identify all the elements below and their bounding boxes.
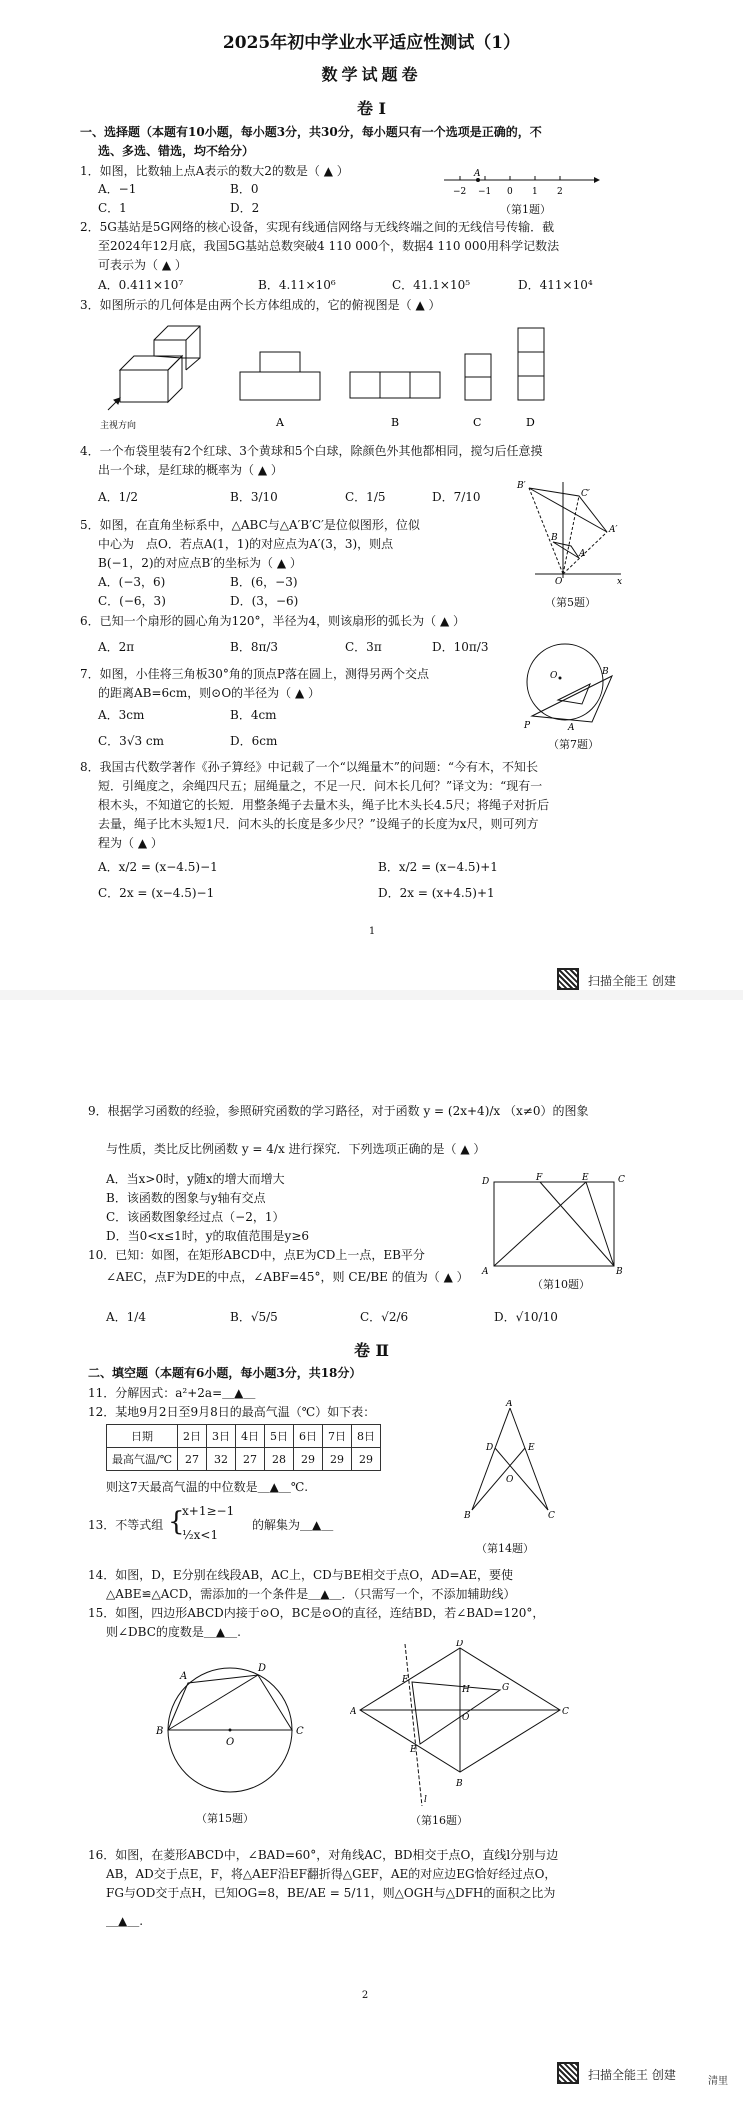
- q8-option-d: D．2x = (x+4.5)+1: [378, 886, 495, 900]
- svg-text:F: F: [402, 1675, 409, 1685]
- q15-inscribed-quadrilateral-figure: [150, 1655, 310, 1805]
- q3-label-c: C: [473, 416, 482, 429]
- q14-stem-line1: 14．如图，D，E分别在线段AB，AC上，CD与BE相交于点O，AD=AE，要使: [88, 1568, 513, 1582]
- q3-view-direction-label: 主视方向: [100, 421, 137, 431]
- q7-option-c: C．3√3 cm: [98, 734, 165, 748]
- q9-stem-line1: 9．根据学习函数的经验，参照研究函数的学习路径，对于函数 y = (2x+4)/x （x≠0）的图象: [88, 1104, 589, 1118]
- q15-caption: （第15题）: [196, 1812, 254, 1825]
- table-row: [107, 1448, 381, 1471]
- qr-code-icon: [557, 2062, 579, 2084]
- point-a-label: A: [474, 169, 481, 179]
- svg-text:C: C: [548, 1511, 555, 1520]
- q8-stem-line5: 程为（ ▲ ）: [98, 836, 163, 850]
- q11-stem: 11．分解因式：a²+2a=＿▲＿: [88, 1386, 256, 1400]
- q2-stem-line1: 2．5G基站是5G网络的核心设备，实现有线通信网络与无线终端之间的无线信号传输．截: [80, 220, 555, 234]
- q12-stem: 12．某地9月2日至9月8日的最高气温（℃）如下表：: [88, 1405, 376, 1419]
- q2-stem-line3: 可表示为（ ▲ ）: [98, 258, 187, 272]
- svg-text:E: E: [410, 1745, 417, 1755]
- q15-stem-line1: 15．如图，四边形ABCD内接于⊙O，BC是⊙O的直径，连结BD，若∠BAD=120°，: [88, 1606, 545, 1620]
- table-cell: 29: [294, 1448, 323, 1471]
- q10-rectangle-figure: [480, 1170, 630, 1280]
- q2-stem-line2: 至2024年12月底，我国5G基站总数突破4 110 000个，数据4 110 000用科学记数法: [98, 239, 560, 253]
- q13-stem-end: 的解集为＿▲＿: [252, 1518, 334, 1532]
- q3-stem: 3．如图所示的几何体是由两个长方体组成的，它的俯视图是（ ▲ ）: [80, 298, 441, 312]
- q4-option-a: A．1/2: [98, 490, 138, 504]
- table-cell: 27: [236, 1448, 265, 1471]
- svg-text:C′: C′: [581, 489, 590, 499]
- qr-code-icon: [557, 968, 579, 990]
- q9-option-d: D．当0<x≤1时，y的取值范围是y≥6: [106, 1229, 310, 1243]
- table-cell: 日期: [107, 1425, 178, 1448]
- q10-stem-line2: ∠AEC，点F为DE的中点，∠ABF=45°，则 CE/BE 的值为（ ▲ ）: [106, 1270, 469, 1284]
- q15-stem-line2: 则∠DBC的度数是＿▲＿.: [106, 1625, 241, 1639]
- q14-triangle-figure: [460, 1400, 560, 1520]
- q8-option-a: A．x/2 = (x−4.5)−1: [98, 860, 218, 874]
- svg-text:A: A: [350, 1707, 357, 1717]
- q7-stem-line1: 7．如图，小佳将三角板30°角的顶点P落在圆上，测得另两个交点: [80, 667, 429, 681]
- q1-option-c: C．1: [98, 201, 127, 215]
- part-1-heading: 卷 Ⅰ: [356, 99, 387, 118]
- svg-text:B: B: [464, 1511, 471, 1520]
- q4-option-d: D．7/10: [432, 490, 481, 504]
- svg-text:F: F: [536, 1173, 543, 1183]
- svg-text:P: P: [524, 721, 531, 731]
- svg-text:D: D: [486, 1443, 494, 1453]
- q1-option-b: B．0: [230, 182, 259, 196]
- brace-icon: {: [168, 1507, 185, 1537]
- q9-option-c: C．该函数图象经过点（−2，1）: [106, 1210, 285, 1224]
- q8-stem-line4: 去量，绳子比木头短1尺．问木头的长度是多少尺？”设绳子的长度为x尺，则可列方: [98, 817, 539, 831]
- q8-stem-line3: 根木头，不知道它的长短．用整条绳子去量木头，绳子比木头长4.5尺；将绳子对折后: [98, 798, 550, 812]
- svg-text:A: A: [482, 1267, 489, 1277]
- tick-label: 2: [557, 187, 563, 197]
- tick-label: 0: [507, 187, 513, 197]
- q13-stem-start: 13．不等式组: [88, 1518, 164, 1532]
- q8-stem-line2: 短．引绳度之，余绳四尺五；屈绳量之，不足一尺．问木长几何？”译文为：“现有一: [98, 779, 543, 793]
- svg-text:B: B: [602, 667, 609, 677]
- exam-page-1: [0, 0, 743, 1000]
- table-cell: 8日: [352, 1425, 381, 1448]
- svg-text:A: A: [579, 549, 586, 559]
- q7-caption: （第7题）: [548, 738, 599, 751]
- table-cell: 6日: [294, 1425, 323, 1448]
- q13-inequality-1: x+1≥−1: [182, 1504, 235, 1518]
- section-1-heading: 一、选择题（本题有10小题，每小题3分，共30分，每小题只有一个选项是正确的，不: [80, 125, 542, 139]
- q10-option-d: D．√10/10: [494, 1310, 558, 1324]
- svg-text:C: C: [296, 1726, 304, 1737]
- table-row: [107, 1425, 381, 1448]
- scanner-watermark: 扫描全能王 创建: [588, 974, 676, 988]
- q6-option-a: A．2π: [98, 640, 135, 654]
- q4-stem-line2: 出一个球，是红球的概率为（ ▲ ）: [98, 463, 283, 477]
- page-number: 2: [361, 1990, 369, 2001]
- svg-text:E: E: [528, 1443, 535, 1453]
- table-cell: 7日: [323, 1425, 352, 1448]
- svg-text:G: G: [502, 1683, 510, 1693]
- q6-option-c: C．3π: [345, 640, 382, 654]
- q3-label-d: D: [526, 416, 535, 429]
- q8-option-c: C．2x = (x−4.5)−1: [98, 886, 215, 900]
- tick-label: −1: [478, 187, 492, 197]
- section-2-heading: 二、填空题（本题有6小题，每小题3分，共18分）: [88, 1366, 362, 1380]
- q7-option-a: A．3cm: [98, 708, 145, 722]
- svg-text:A: A: [568, 723, 575, 732]
- svg-text:x: x: [617, 577, 623, 587]
- svg-text:O: O: [226, 1737, 235, 1748]
- tick-label: 1: [532, 187, 538, 197]
- q12-question: 则这7天最高气温的中位数是＿▲＿℃.: [106, 1480, 309, 1494]
- tick-label: −2: [453, 187, 467, 197]
- svg-text:B: B: [616, 1267, 623, 1277]
- q6-option-d: D．10π/3: [432, 640, 489, 654]
- q8-stem-line1: 8．我国古代数学著作《孙子算经》中记载了一个“以绳量木”的问题：“今有木，不知长: [80, 760, 539, 774]
- svg-text:A: A: [506, 1400, 513, 1409]
- q7-circle-triangle-figure: [520, 640, 620, 732]
- exam-title: 2025年初中学业水平适应性测试（1）: [222, 33, 521, 53]
- table-cell: 32: [207, 1448, 236, 1471]
- q14-stem-line2: △ABE≌△ACD，需添加的一个条件是＿▲＿．（只需写一个，不添加辅助线）: [106, 1587, 516, 1601]
- svg-text:H: H: [462, 1685, 470, 1695]
- svg-text:B: B: [551, 533, 558, 543]
- svg-text:A′: A′: [609, 525, 618, 535]
- q2-option-b: B．4.11×10⁶: [258, 278, 336, 292]
- svg-text:O: O: [550, 671, 558, 681]
- q16-stem-line3: FG与OD交于点H，已知OG=8，BE/AE = 5/11，则△OGH与△DFH的面积之比为: [106, 1886, 556, 1900]
- table-cell: 3日: [207, 1425, 236, 1448]
- q6-option-b: B．8π/3: [230, 640, 279, 654]
- q13-inequality-2: ½x<1: [182, 1528, 219, 1542]
- q9-option-b: B．该函数的图象与y轴有交点: [106, 1191, 266, 1205]
- temperature-table: [106, 1424, 381, 1471]
- part-2-heading: 卷 Ⅱ: [353, 1341, 390, 1360]
- q5-option-b: B．(6，−3): [230, 575, 298, 589]
- q8-option-b: B．x/2 = (x−4.5)+1: [378, 860, 498, 874]
- q16-stem-line2: AB，AD交于点E，F，将△AEF沿EF翻折得△GEF，AE的对应边EG恰好经过点O，: [106, 1867, 557, 1881]
- q5-stem-line1: 5．如图，在直角坐标系中，△ABC与△A′B′C′是位似图形，位似: [80, 518, 420, 532]
- q5-option-a: A．(−3，6): [98, 575, 166, 589]
- q10-stem-line1: 10．已知：如图，在矩形ABCD中，点E为CD上一点，EB平分: [88, 1248, 425, 1262]
- q5-similar-triangles-figure: [515, 478, 625, 588]
- svg-text:C: C: [562, 1707, 569, 1717]
- q4-option-b: B．3/10: [230, 490, 278, 504]
- q2-option-c: C．41.1×10⁵: [392, 278, 471, 292]
- q1-stem: 1．如图，比数轴上点A表示的数大2的数是（ ▲ ）: [80, 164, 349, 178]
- q1-option-d: D．2: [230, 201, 260, 215]
- q1-caption: （第1题）: [500, 203, 551, 216]
- exam-subtitle: 数学试题卷: [321, 65, 422, 84]
- number-line-figure: [440, 168, 600, 200]
- svg-text:O: O: [555, 577, 563, 587]
- q4-stem-line1: 4．一个布袋里装有2个红球、3个黄球和5个白球，除颜色外其他都相同，搅匀后任意摸: [80, 444, 543, 458]
- q3-label-a: A: [276, 416, 284, 429]
- svg-text:A: A: [180, 1671, 188, 1682]
- svg-text:B: B: [456, 1779, 463, 1789]
- table-cell: 4日: [236, 1425, 265, 1448]
- table-cell: 27: [178, 1448, 207, 1471]
- q10-caption: （第10题）: [532, 1278, 590, 1291]
- q7-option-d: D．6cm: [230, 734, 278, 748]
- q1-option-a: A．−1: [98, 182, 137, 196]
- svg-text:O: O: [506, 1475, 514, 1485]
- page-number: 1: [368, 926, 376, 937]
- svg-text:E: E: [582, 1173, 589, 1183]
- corner-mark: 清里: [708, 2076, 728, 2087]
- q16-stem-line1: 16．如图，在菱形ABCD中，∠BAD=60°，对角线AC，BD相交于点O，直线l分别与边: [88, 1848, 559, 1862]
- svg-text:l: l: [424, 1795, 427, 1805]
- q5-stem-line3: B(−1，2)的对应点B′的坐标为（ ▲ ）: [98, 556, 302, 570]
- q16-rhombus-figure: [350, 1640, 580, 1810]
- table-cell: 29: [323, 1448, 352, 1471]
- q9-option-a: A．当x>0时，y随x的增大而增大: [106, 1172, 285, 1186]
- q10-option-b: B．√5/5: [230, 1310, 278, 1324]
- q6-stem: 6．已知一个扇形的圆心角为120°，半径为4，则该扇形的弧长为（ ▲ ）: [80, 614, 466, 628]
- svg-text:D: D: [258, 1663, 267, 1674]
- q5-option-d: D．(3，−6): [230, 594, 299, 608]
- svg-text:B′: B′: [517, 481, 526, 491]
- q16-caption: （第16题）: [410, 1814, 468, 1827]
- q5-option-c: C．(−6，3): [98, 594, 166, 608]
- q14-caption: （第14题）: [476, 1542, 534, 1555]
- q5-stem-line2: 中心为 点O．若点A(1，1)的对应点为A′(3，3)，则点: [98, 537, 394, 551]
- table-cell: 5日: [265, 1425, 294, 1448]
- table-cell: 2日: [178, 1425, 207, 1448]
- q10-option-c: C．√2/6: [360, 1310, 409, 1324]
- q7-option-b: B．4cm: [230, 708, 277, 722]
- q3-solid-views-figure: [100, 318, 570, 436]
- q2-option-a: A．0.411×10⁷: [98, 278, 184, 292]
- svg-text:D: D: [456, 1640, 464, 1649]
- q4-option-c: C．1/5: [345, 490, 386, 504]
- svg-text:C: C: [618, 1175, 625, 1185]
- svg-text:O: O: [462, 1713, 470, 1723]
- svg-text:D: D: [482, 1177, 490, 1187]
- q9-stem-line2: 与性质，类比反比例函数 y = 4/x 进行探究．下列选项正确的是（ ▲ ）: [106, 1142, 486, 1156]
- q5-caption: （第5题）: [545, 596, 596, 609]
- table-cell: 最高气温/℃: [107, 1448, 178, 1471]
- q3-label-b: B: [391, 416, 400, 429]
- table-cell: 29: [352, 1448, 381, 1471]
- section-1-heading-cont: 选、多选、错选，均不给分）: [98, 144, 255, 158]
- exam-page-2: [0, 1000, 743, 2104]
- q16-answer-blank: ＿▲＿.: [106, 1914, 144, 1928]
- q2-option-d: D．411×10⁴: [518, 278, 593, 292]
- q10-option-a: A．1/4: [106, 1310, 146, 1324]
- scanner-watermark: 扫描全能王 创建: [588, 2068, 676, 2082]
- q7-stem-line2: 的距离AB=6cm，则⊙O的半径为（ ▲ ）: [98, 686, 321, 700]
- table-cell: 28: [265, 1448, 294, 1471]
- svg-text:B: B: [156, 1726, 164, 1737]
